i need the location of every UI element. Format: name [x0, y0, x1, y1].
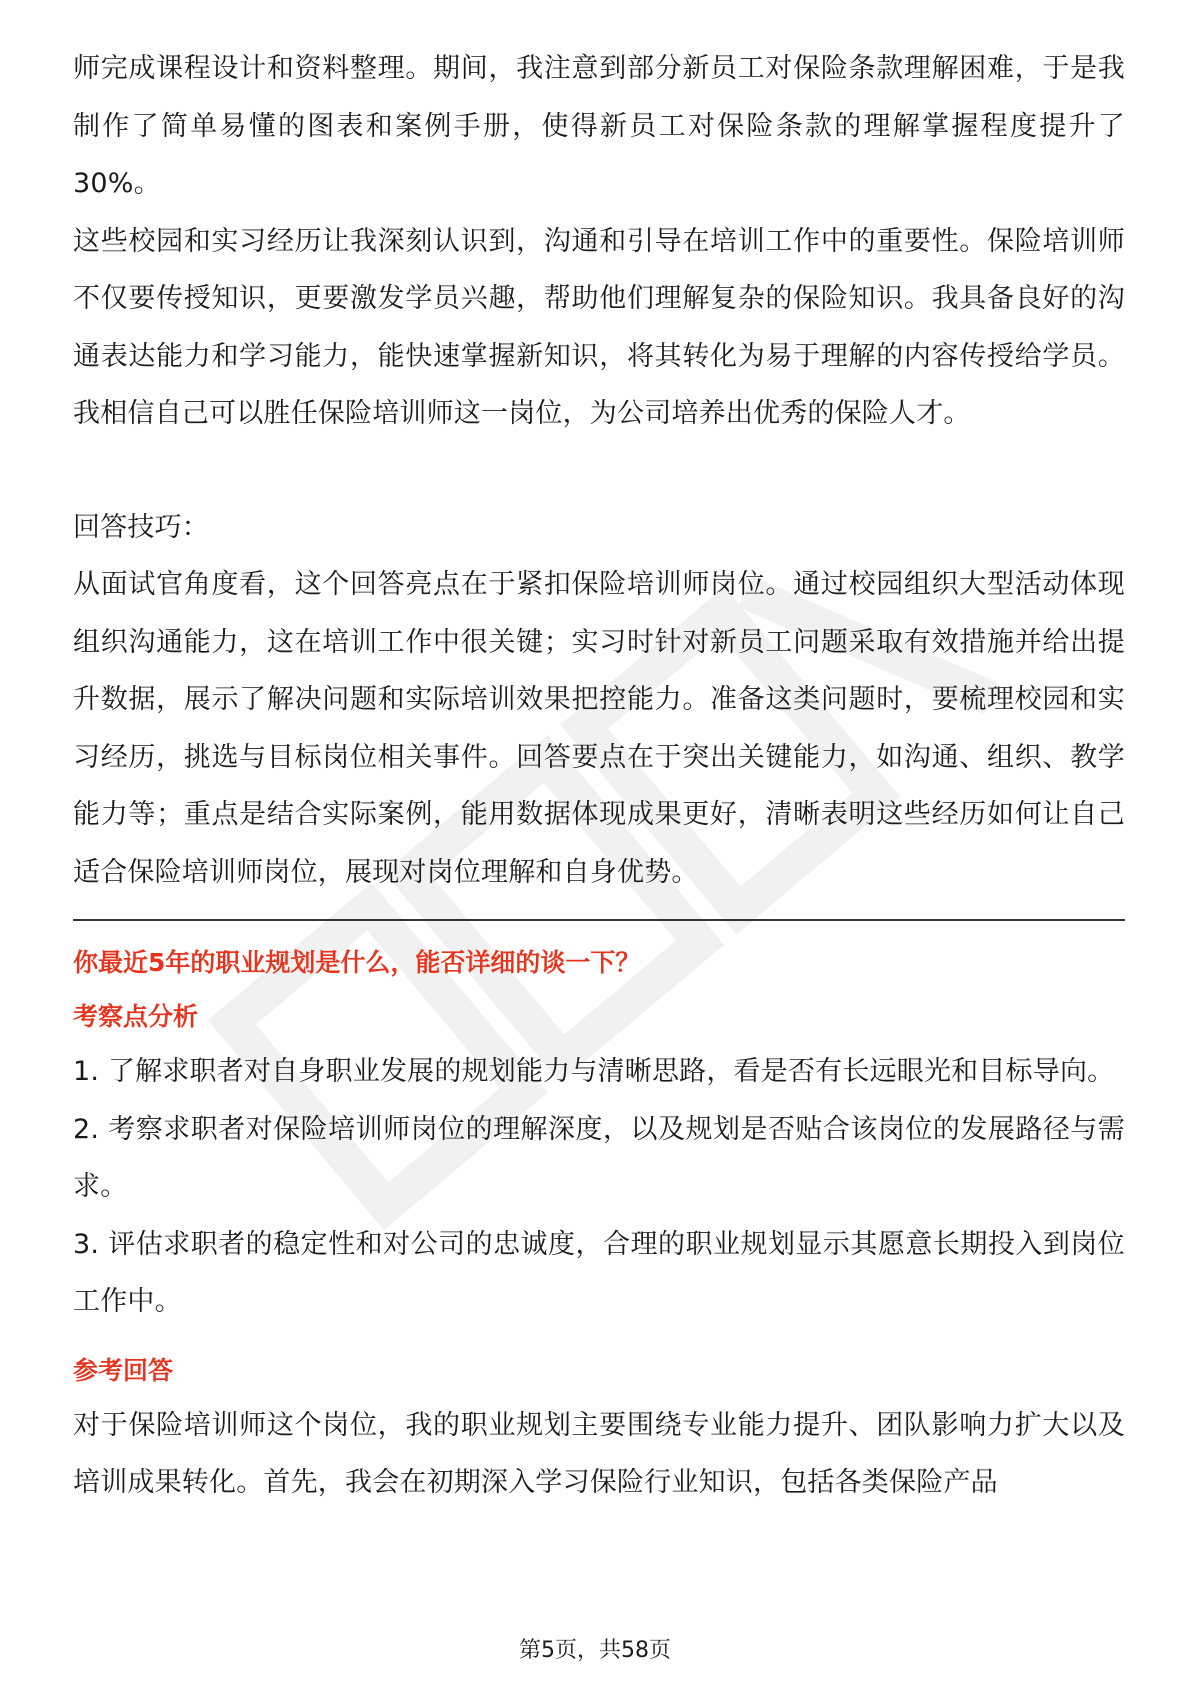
page-number: 第5页，共58页 — [519, 1638, 671, 1663]
heading-gap — [73, 1331, 1125, 1345]
analysis-heading: 考察点分析 — [73, 1002, 199, 1031]
section-divider — [73, 919, 1125, 921]
question-title: 你最近5年的职业规划是什么，能否详细的谈一下？ — [73, 948, 641, 977]
tips-paragraph: 从面试官角度看，这个回答亮点在于紧扣保险培训师岗位。通过校园组织大型活动体现组织沟通能力，这在培训工作中很关键；实习时针对新员工问题采取有效措施并给出提升数据，展示了解决问题和实际培训效果把控能力。准备这类问题时，要梳理校园和实习经历，挑选与目标岗位相关事件。回答要点在于突出关键能力，如沟通、组织、教学能力等；重点是结合实际案例，能用数据体现成果更好，清晰表明这些经历如何让自己适合保险培训师岗位，展现对岗位理解和自身优势。 — [73, 569, 1125, 888]
document-page — [73, 40, 1125, 1512]
answer-paragraph: 对于保险培训师这个岗位，我的职业规划主要围绕专业能力提升、团队影响力扩大以及培训成果转化。首先，我会在初期深入学习保险行业知识，包括各类保险产品 — [73, 1409, 1125, 1498]
tips-label: 回答技巧： — [73, 511, 209, 543]
answer-heading: 参考回答 — [73, 1355, 174, 1385]
intro-paragraph: 师完成课程设计和资料整理。期间，我注意到部分新员工对保险条款理解困难，于是我制作了简单易懂的图表和案例手册，使得新员工对保险条款的理解掌握程度提升了30%。 — [73, 53, 1125, 199]
insight-paragraph: 这些校园和实习经历让我深刻认识到，沟通和引导在培训工作中的重要性。保险培训师不仅要传授知识，更要激发学员兴趣，帮助他们理解复杂的保险知识。我具备良好的沟通表达能力和学习能力，能快速掌握新知识，将其转化为易于理解的内容传授给学员。我相信自己可以胜任保险培训师这一岗位，为公司培养出优秀的保险人才。 — [73, 225, 1125, 429]
analysis-item: 3. 评估求职者的稳定性和对公司的忠诚度，合理的职业规划显示其愿意长期投入到岗位工作中。 — [73, 1228, 1125, 1317]
paragraph-gap — [73, 443, 1125, 499]
analysis-item: 1. 了解求职者对自身职业发展的规划能力与清晰思路，看是否有长远眼光和目标导向。 — [73, 1056, 1115, 1087]
analysis-item: 2. 考察求职者对保险培训师岗位的理解深度，以及规划是否贴合该岗位的发展路径与需求。 — [73, 1113, 1125, 1202]
